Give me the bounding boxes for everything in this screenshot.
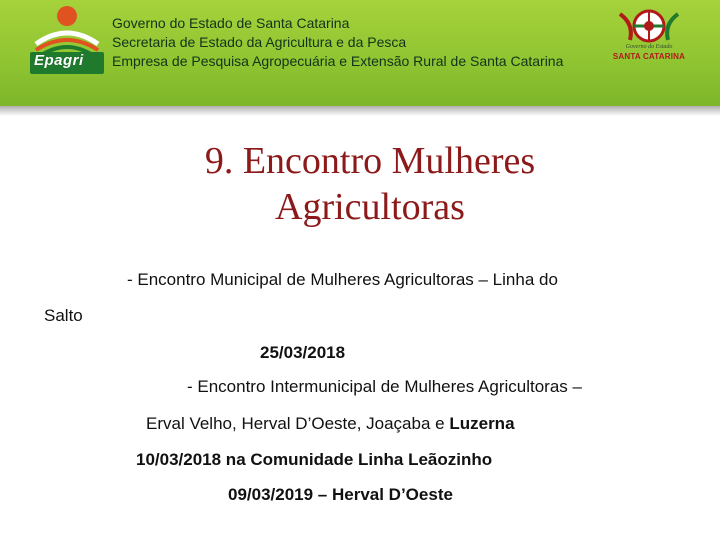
- city-luzerna: Luzerna: [449, 414, 515, 433]
- state-logo-name: SANTA CATARINA: [612, 52, 686, 61]
- epagri-logo-text: Epagri: [34, 52, 84, 69]
- header-line-governo: Governo do Estado de Santa Catarina: [112, 15, 350, 31]
- slide-title: [120, 138, 620, 230]
- item-municipal-continued: Salto: [44, 306, 83, 325]
- cities-text: Erval Velho, Herval D’Oeste, Joaçaba e: [146, 414, 445, 433]
- item-intermunicipal: - Encontro Intermunicipal de Mulheres Agricultoras –: [187, 377, 582, 396]
- state-logo-subtext: Governo do Estado: [625, 44, 673, 50]
- header-text: [112, 14, 612, 71]
- slide-title-line-2: Agricultoras: [275, 186, 465, 228]
- header-line-secretaria: Secretaria de Estado da Agricultura e da Pesca: [112, 34, 407, 50]
- item-intermunicipal-cities: [146, 414, 515, 434]
- header-shadow: [0, 106, 720, 116]
- item-municipal-date: 25/03/2018: [260, 343, 346, 362]
- slide-title-line-1: 9. Encontro Mulheres: [204, 140, 536, 182]
- item-herval-date: 09/03/2019 – Herval D’Oeste: [228, 485, 453, 504]
- header-line-empresa: Empresa de Pesquisa Agropecuária e Extensão Rural de Santa Catarina: [112, 53, 564, 69]
- item-municipal: - Encontro Municipal de Mulheres Agricultoras – Linha do: [127, 270, 558, 289]
- item-intermunicipal-date: 10/03/2018 na Comunidade Linha Leãozinho: [136, 450, 493, 469]
